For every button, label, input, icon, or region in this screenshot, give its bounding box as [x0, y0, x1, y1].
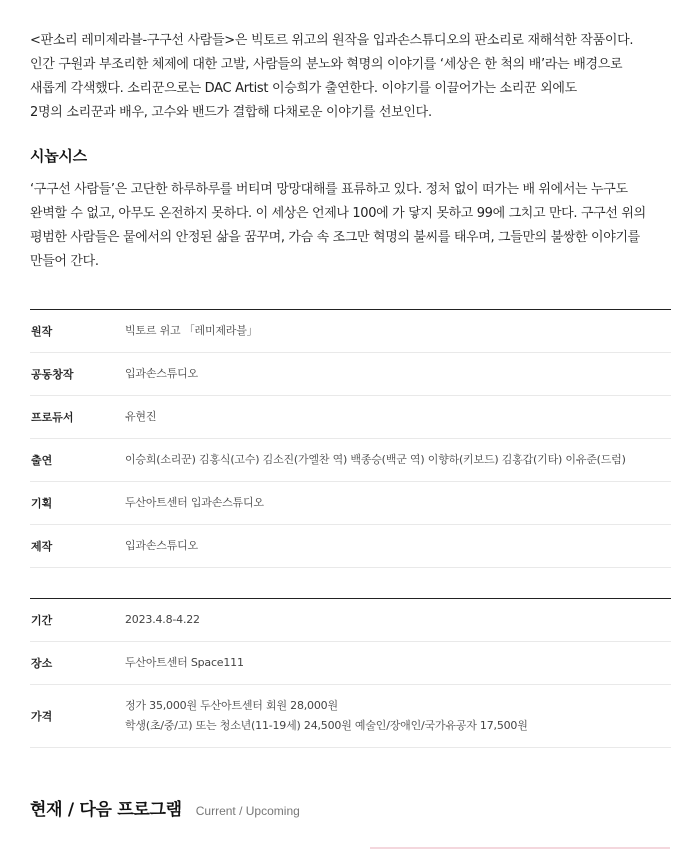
- synopsis-title: 시놉시스: [30, 147, 87, 165]
- price-line: 학생(초/중/고) 또는 청소년(11-19세) 24,500원 예술인/장애인/국가유공자 17,500원: [125, 719, 528, 732]
- intro-line: <판소리 레미제라블-구구선 사람들>은 빅토르 위고의 원작을 입과손스튜디오의 판소리로 재해석한 작품이다.: [30, 33, 634, 48]
- programs-title: 현재 / 다음 프로그램: [30, 800, 182, 820]
- synopsis-line: ‘구구선 사람들’은 고단한 하루하루를 버티며 망망대해를 표류하고 있다. 정처 없이 떠가는 배 위에서는 누구도: [30, 182, 628, 197]
- credit-row-planning: [30, 482, 671, 525]
- credit-label: 프로듀서: [31, 411, 74, 424]
- detail-value: 2023.4.8-4.22: [125, 613, 200, 626]
- synopsis-line: 만들어 간다.: [30, 254, 99, 269]
- intro-line: 2명의 소리꾼과 배우, 고수와 밴드가 결합해 다채로운 이야기를 선보인다.: [30, 105, 432, 120]
- credit-label: 공동창작: [31, 368, 74, 381]
- detail-label: 기간: [31, 614, 53, 627]
- synopsis-line: 완벽할 수 없고, 아무도 온전하지 못하다. 이 세상은 언제나 100에 가 닿지 못하고 99에 그치고 만다. 구구선 위의: [30, 206, 646, 221]
- credit-value: 유현진: [125, 410, 157, 423]
- credit-label: 기획: [31, 497, 53, 510]
- price-values: [125, 696, 528, 736]
- programs-header: [30, 795, 300, 820]
- intro-line: 인간 구원과 부조리한 체제에 대한 고발, 사람들의 분노와 혁명의 이야기를 ‘세상은 한 척의 배’라는 배경으로: [30, 57, 623, 72]
- credit-value: 두산아트센터 입과손스튜디오: [125, 496, 264, 509]
- credit-label: 원작: [31, 325, 53, 338]
- intro-text: [30, 29, 680, 125]
- synopsis-text: [30, 178, 675, 274]
- price-line: 정가 35,000원 두산아트센터 회원 28,000원: [125, 699, 338, 712]
- detail-value: 두산아트센터 Space111: [125, 656, 244, 669]
- credit-value: 입과손스튜디오: [125, 367, 198, 380]
- credit-value: 입과손스튜디오: [125, 539, 198, 552]
- credit-row-original: [30, 310, 671, 353]
- credit-row-production: [30, 525, 671, 568]
- credit-row-co-creation: [30, 353, 671, 396]
- detail-row-period: [30, 599, 671, 642]
- credit-value: 이승희(소리꾼) 김홍식(고수) 김소진(가엘찬 역) 백종승(백군 역) 이향하(키보드) 김홍갑(기타) 이유준(드럼): [125, 453, 626, 466]
- credit-value: 빅토르 위고 「레미제라블」: [125, 324, 258, 337]
- programs-subtitle: Current / Upcoming: [195, 804, 300, 818]
- synopsis-line: 평범한 사람들은 뭍에서의 안정된 삶을 꿈꾸며, 가슴 속 조그만 혁명의 불씨를 태우며, 그들만의 불쌍한 이야기를: [30, 230, 640, 245]
- detail-label: 가격: [31, 710, 53, 723]
- detail-row-price: [30, 685, 671, 748]
- details-table: [30, 598, 671, 748]
- credit-label: 제작: [31, 540, 53, 553]
- credit-row-cast: [30, 439, 671, 482]
- credit-label: 출연: [31, 454, 53, 467]
- credits-table: [30, 309, 671, 568]
- intro-line: 새롭게 각색했다. 소리꾼으로는 DAC Artist 이승희가 출연한다. 이야기를 이끌어가는 소리꾼 외에도: [30, 81, 577, 96]
- detail-row-venue: [30, 642, 671, 685]
- credit-row-producer: [30, 396, 671, 439]
- detail-label: 장소: [31, 657, 53, 670]
